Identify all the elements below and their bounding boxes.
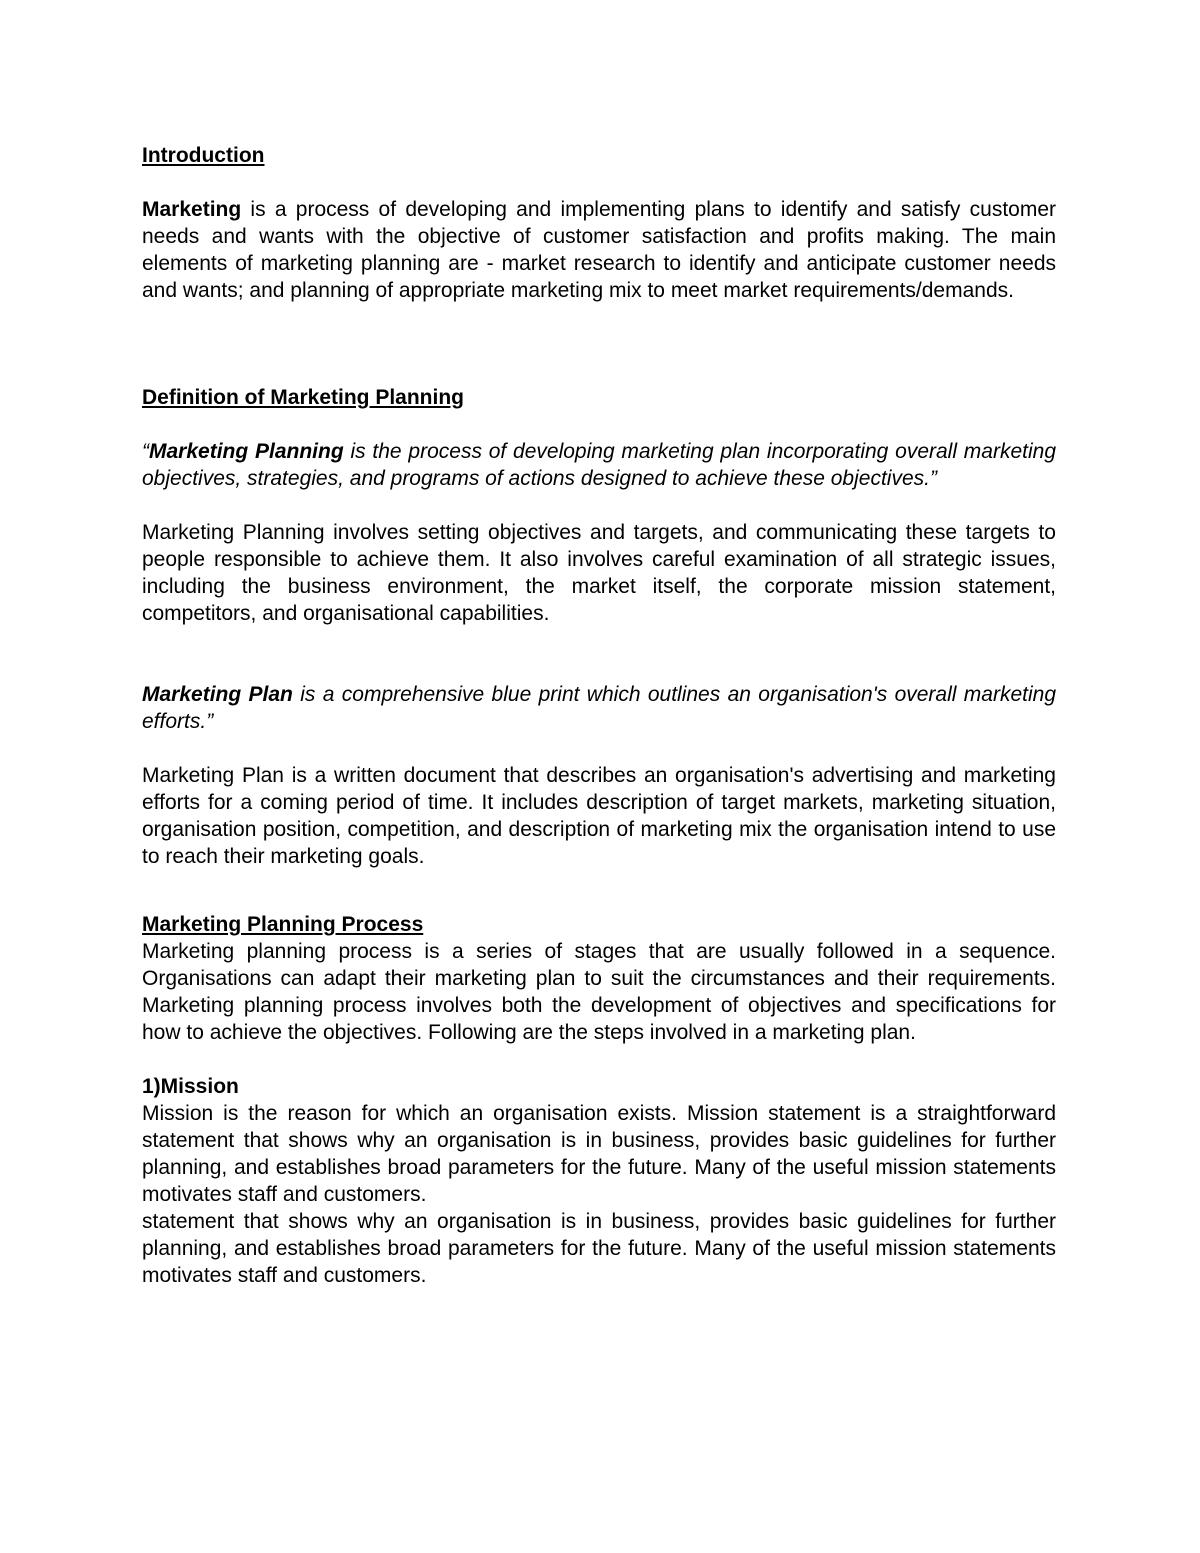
marketing-plan-term: Marketing Plan	[142, 683, 293, 706]
marketing-plan-paragraph: Marketing Plan is a written document that describes an organisation's advertising and marketing efforts for a coming period of time. It includes description of target markets, marketing situation, organisation position, competition, and description of marketing mix the organisation intend to use to reach their marketing goals.	[142, 764, 1056, 868]
mission-paragraph-repeat: statement that shows why an organisation is in business, provides basic guidelines for further planning, and establishes broad parameters for the future. Many of the useful mission statements motivates staff and customers.	[142, 1210, 1056, 1287]
introduction-paragraph	[142, 196, 1056, 304]
marketing-plan-quote	[142, 681, 1056, 735]
marketing-plan-quote-body: is a comprehensive blue print which outlines an organisation's overall marketing efforts.”	[142, 683, 1056, 733]
introduction-body: is a process of developing and implementing plans to identify and satisfy customer needs and wants with the objective of customer satisfaction and profits making. The main elements of marketing planning are - market research to identify and anticipate customer needs and wants; and planning of appropriate marketing mix to meet market requirements/demands.	[142, 198, 1056, 302]
mission-paragraph: Mission is the reason for which an organisation exists. Mission statement is a straightforward statement that shows why an organisation is in business, provides basic guidelines for further planning, and establishes broad parameters for the future. Many of the useful mission statements motivates staff and customers.	[142, 1102, 1056, 1206]
definition-quote-body: is the process of developing marketing plan incorporating overall marketing objectives, strategies, and programs of actions designed to achieve these objectives.”	[142, 440, 1056, 490]
marketing-planning-paragraph: Marketing Planning involves setting objectives and targets, and communicating these targets to people responsible to achieve them. It also involves careful examination of all strategic issues, including the business environment, the market itself, the corporate mission statement, competitors, and organisational capabilities.	[142, 521, 1056, 625]
introduction-heading: Introduction	[142, 144, 265, 167]
mission-heading: 1)Mission	[142, 1075, 239, 1098]
quote-open-mark: “	[142, 440, 149, 463]
process-paragraph: Marketing planning process is a series of stages that are usually followed in a sequence. Organisations can adapt their marketing plan to suit the circumstances and their requirements. Marketing planning process involves both the development of objectives and specifications for how to achieve the objectives. Following are the steps involved in a marketing plan.	[142, 940, 1056, 1044]
marketing-term: Marketing	[142, 198, 242, 221]
definition-quote	[142, 438, 1056, 492]
marketing-planning-term: Marketing Planning	[149, 440, 344, 463]
document-page	[142, 142, 1056, 1289]
process-heading: Marketing Planning Process	[142, 913, 424, 936]
definition-heading: Definition of Marketing Planning	[142, 386, 464, 409]
